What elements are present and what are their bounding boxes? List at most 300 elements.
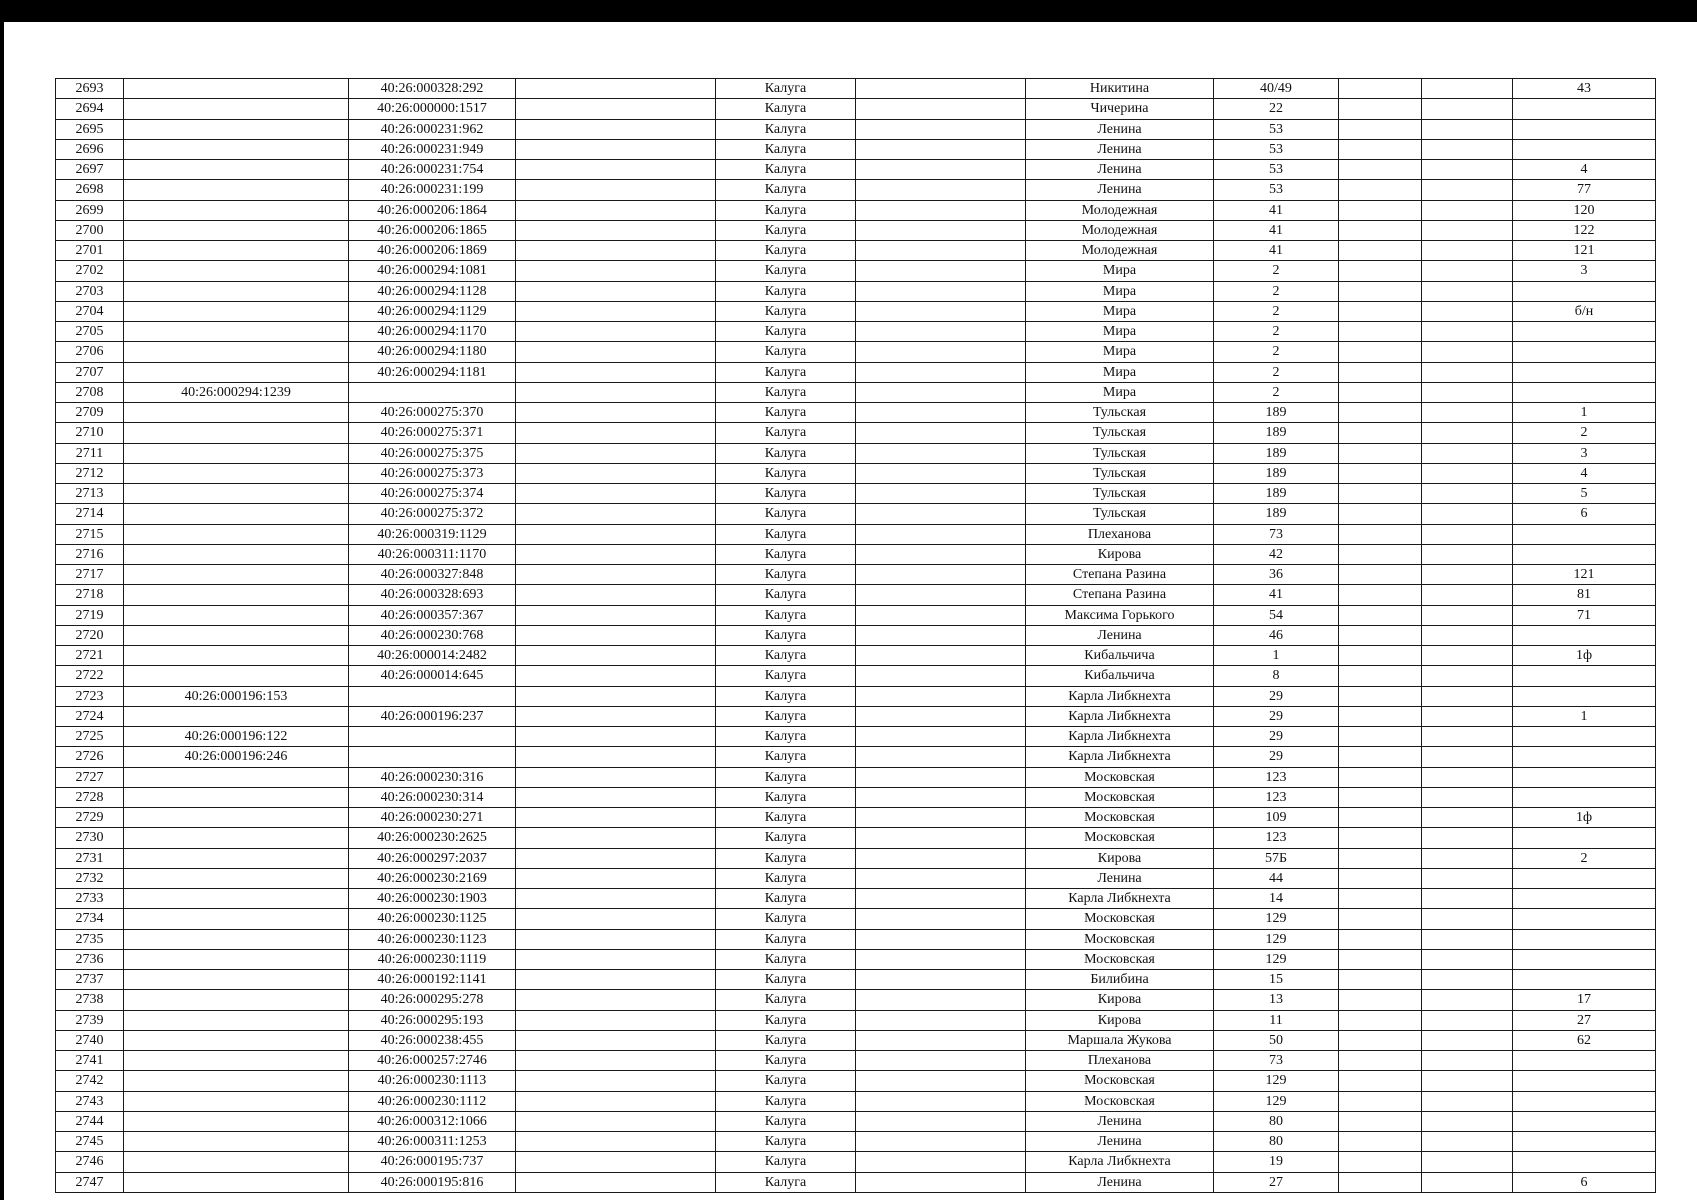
city-cell: Калуга — [716, 342, 856, 362]
city-cell: Калуга — [716, 1152, 856, 1172]
empty-cell-e-cell — [1339, 79, 1422, 99]
unit-number-cell — [1513, 747, 1656, 767]
cadastral-number-cell: 40:26:000294:1181 — [349, 362, 516, 382]
empty-cell-f-cell — [1422, 1091, 1513, 1111]
cadastral-number-parent-cell — [124, 605, 349, 625]
empty-cell-f-cell — [1422, 200, 1513, 220]
unit-number-cell: 81 — [1513, 585, 1656, 605]
empty-cell-e-cell — [1339, 403, 1422, 423]
street-cell: Кирова — [1026, 1010, 1214, 1030]
row-number-cell: 2742 — [56, 1071, 124, 1091]
empty-cell-d-cell — [856, 139, 1026, 159]
empty-cell-e-cell — [1339, 868, 1422, 888]
empty-cell-c-cell — [516, 565, 716, 585]
empty-cell-f-cell — [1422, 524, 1513, 544]
empty-cell-d-cell — [856, 565, 1026, 585]
empty-cell-e-cell — [1339, 929, 1422, 949]
row-number-cell: 2720 — [56, 625, 124, 645]
city-cell: Калуга — [716, 787, 856, 807]
empty-cell-c-cell — [516, 180, 716, 200]
street-cell: Московская — [1026, 1071, 1214, 1091]
empty-cell-d-cell — [856, 423, 1026, 443]
cadastral-number-cell: 40:26:000231:949 — [349, 139, 516, 159]
empty-cell-d-cell — [856, 828, 1026, 848]
house-number-cell: 80 — [1214, 1132, 1339, 1152]
unit-number-cell: 121 — [1513, 565, 1656, 585]
city-cell: Калуга — [716, 1172, 856, 1192]
unit-number-cell: 1ф — [1513, 646, 1656, 666]
cadastral-number-parent-cell — [124, 828, 349, 848]
empty-cell-e-cell — [1339, 909, 1422, 929]
unit-number-cell — [1513, 322, 1656, 342]
city-cell: Калуга — [716, 463, 856, 483]
empty-cell-e-cell — [1339, 119, 1422, 139]
cadastral-number-parent-cell — [124, 504, 349, 524]
cadastral-number-parent-cell — [124, 970, 349, 990]
house-number-cell: 129 — [1214, 949, 1339, 969]
empty-cell-c-cell — [516, 848, 716, 868]
unit-number-cell — [1513, 1051, 1656, 1071]
house-number-cell: 2 — [1214, 261, 1339, 281]
unit-number-cell — [1513, 666, 1656, 686]
street-cell: Тульская — [1026, 403, 1214, 423]
unit-number-cell: 43 — [1513, 79, 1656, 99]
unit-number-cell — [1513, 949, 1656, 969]
empty-cell-f-cell — [1422, 301, 1513, 321]
empty-cell-c-cell — [516, 200, 716, 220]
empty-cell-d-cell — [856, 686, 1026, 706]
row-number-cell: 2714 — [56, 504, 124, 524]
street-cell: Мира — [1026, 301, 1214, 321]
empty-cell-c-cell — [516, 322, 716, 342]
cadastral-number-cell: 40:26:000230:2169 — [349, 868, 516, 888]
empty-cell-c-cell — [516, 139, 716, 159]
cadastral-number-cell: 40:26:000275:374 — [349, 484, 516, 504]
empty-cell-d-cell — [856, 787, 1026, 807]
unit-number-cell — [1513, 1071, 1656, 1091]
empty-cell-f-cell — [1422, 565, 1513, 585]
city-cell: Калуга — [716, 281, 856, 301]
empty-cell-e-cell — [1339, 666, 1422, 686]
city-cell: Калуга — [716, 139, 856, 159]
house-number-cell: 2 — [1214, 342, 1339, 362]
empty-cell-d-cell — [856, 1051, 1026, 1071]
unit-number-cell — [1513, 787, 1656, 807]
cadastral-number-cell — [349, 382, 516, 402]
house-number-cell: 53 — [1214, 160, 1339, 180]
street-cell: Степана Разина — [1026, 565, 1214, 585]
street-cell: Мира — [1026, 261, 1214, 281]
empty-cell-c-cell — [516, 787, 716, 807]
empty-cell-d-cell — [856, 625, 1026, 645]
street-cell: Билибина — [1026, 970, 1214, 990]
empty-cell-c-cell — [516, 403, 716, 423]
cadastral-number-parent-cell — [124, 1051, 349, 1071]
cadastral-number-parent-cell — [124, 625, 349, 645]
cadastral-number-parent-cell — [124, 1172, 349, 1192]
house-number-cell: 2 — [1214, 322, 1339, 342]
cadastral-number-cell: 40:26:000230:768 — [349, 625, 516, 645]
row-number-cell: 2745 — [56, 1132, 124, 1152]
row-number-cell: 2694 — [56, 99, 124, 119]
empty-cell-e-cell — [1339, 1172, 1422, 1192]
scan-left-border — [0, 22, 4, 1200]
empty-cell-d-cell — [856, 200, 1026, 220]
empty-cell-e-cell — [1339, 1091, 1422, 1111]
empty-cell-c-cell — [516, 1091, 716, 1111]
table-row — [56, 585, 1656, 605]
house-number-cell: 44 — [1214, 868, 1339, 888]
street-cell: Чичерина — [1026, 99, 1214, 119]
street-cell: Кибальчича — [1026, 666, 1214, 686]
table-row — [56, 1010, 1656, 1030]
cadastral-number-cell — [349, 727, 516, 747]
cadastral-number-cell: 40:26:000206:1865 — [349, 220, 516, 240]
street-cell: Мира — [1026, 281, 1214, 301]
empty-cell-e-cell — [1339, 342, 1422, 362]
street-cell: Плеханова — [1026, 524, 1214, 544]
unit-number-cell — [1513, 767, 1656, 787]
empty-cell-d-cell — [856, 848, 1026, 868]
cadastral-number-parent-cell — [124, 463, 349, 483]
street-cell: Ленина — [1026, 139, 1214, 159]
street-cell: Мира — [1026, 382, 1214, 402]
table-row — [56, 646, 1656, 666]
cadastral-number-parent-cell — [124, 1152, 349, 1172]
row-number-cell: 2731 — [56, 848, 124, 868]
cadastral-number-parent-cell — [124, 443, 349, 463]
empty-cell-c-cell — [516, 1051, 716, 1071]
cadastral-number-parent-cell — [124, 990, 349, 1010]
cadastral-number-cell: 40:26:000014:645 — [349, 666, 516, 686]
house-number-cell: 53 — [1214, 180, 1339, 200]
empty-cell-d-cell — [856, 463, 1026, 483]
house-number-cell: 57Б — [1214, 848, 1339, 868]
empty-cell-e-cell — [1339, 544, 1422, 564]
cadastral-number-cell: 40:26:000257:2746 — [349, 1051, 516, 1071]
cadastral-number-parent-cell — [124, 200, 349, 220]
unit-number-cell: 62 — [1513, 1030, 1656, 1050]
empty-cell-e-cell — [1339, 322, 1422, 342]
house-number-cell: 2 — [1214, 281, 1339, 301]
house-number-cell: 36 — [1214, 565, 1339, 585]
empty-cell-f-cell — [1422, 403, 1513, 423]
empty-cell-d-cell — [856, 99, 1026, 119]
cadastral-number-parent-cell — [124, 1132, 349, 1152]
empty-cell-e-cell — [1339, 1111, 1422, 1131]
city-cell: Калуга — [716, 99, 856, 119]
table-row — [56, 463, 1656, 483]
empty-cell-d-cell — [856, 524, 1026, 544]
empty-cell-d-cell — [856, 585, 1026, 605]
scan-top-border — [0, 0, 1697, 22]
city-cell: Калуга — [716, 544, 856, 564]
empty-cell-c-cell — [516, 463, 716, 483]
empty-cell-e-cell — [1339, 180, 1422, 200]
street-cell: Мира — [1026, 322, 1214, 342]
house-number-cell: 14 — [1214, 889, 1339, 909]
empty-cell-d-cell — [856, 382, 1026, 402]
house-number-cell: 54 — [1214, 605, 1339, 625]
empty-cell-d-cell — [856, 484, 1026, 504]
empty-cell-e-cell — [1339, 504, 1422, 524]
empty-cell-e-cell — [1339, 767, 1422, 787]
city-cell: Калуга — [716, 666, 856, 686]
city-cell: Калуга — [716, 868, 856, 888]
empty-cell-e-cell — [1339, 1030, 1422, 1050]
cadastral-number-parent-cell — [124, 79, 349, 99]
empty-cell-e-cell — [1339, 99, 1422, 119]
empty-cell-f-cell — [1422, 747, 1513, 767]
empty-cell-d-cell — [856, 119, 1026, 139]
house-number-cell: 2 — [1214, 301, 1339, 321]
cadastral-number-cell: 40:26:000192:1141 — [349, 970, 516, 990]
house-number-cell: 41 — [1214, 200, 1339, 220]
empty-cell-c-cell — [516, 808, 716, 828]
cadastral-number-cell: 40:26:000294:1180 — [349, 342, 516, 362]
empty-cell-c-cell — [516, 1111, 716, 1131]
city-cell: Калуга — [716, 1051, 856, 1071]
row-number-cell: 2728 — [56, 787, 124, 807]
cadastral-number-parent-cell — [124, 868, 349, 888]
row-number-cell: 2723 — [56, 686, 124, 706]
table-row — [56, 929, 1656, 949]
row-number-cell: 2747 — [56, 1172, 124, 1192]
cadastral-number-cell: 40:26:000230:1125 — [349, 909, 516, 929]
cadastral-number-cell: 40:26:000231:754 — [349, 160, 516, 180]
row-number-cell: 2705 — [56, 322, 124, 342]
empty-cell-e-cell — [1339, 787, 1422, 807]
house-number-cell: 15 — [1214, 970, 1339, 990]
row-number-cell: 2737 — [56, 970, 124, 990]
city-cell: Калуга — [716, 484, 856, 504]
street-cell: Тульская — [1026, 504, 1214, 524]
empty-cell-d-cell — [856, 504, 1026, 524]
empty-cell-c-cell — [516, 261, 716, 281]
table-row — [56, 625, 1656, 645]
empty-cell-f-cell — [1422, 1111, 1513, 1131]
street-cell: Ленина — [1026, 868, 1214, 888]
row-number-cell: 2744 — [56, 1111, 124, 1131]
street-cell: Московская — [1026, 949, 1214, 969]
empty-cell-f-cell — [1422, 1051, 1513, 1071]
empty-cell-e-cell — [1339, 160, 1422, 180]
house-number-cell: 29 — [1214, 686, 1339, 706]
row-number-cell: 2708 — [56, 382, 124, 402]
street-cell: Молодежная — [1026, 200, 1214, 220]
street-cell: Ленина — [1026, 119, 1214, 139]
table-row — [56, 990, 1656, 1010]
empty-cell-f-cell — [1422, 585, 1513, 605]
row-number-cell: 2740 — [56, 1030, 124, 1050]
house-number-cell: 27 — [1214, 1172, 1339, 1192]
empty-cell-e-cell — [1339, 200, 1422, 220]
unit-number-cell — [1513, 889, 1656, 909]
empty-cell-c-cell — [516, 1132, 716, 1152]
city-cell: Калуга — [716, 423, 856, 443]
unit-number-cell: 6 — [1513, 504, 1656, 524]
cadastral-number-cell: 40:26:000275:371 — [349, 423, 516, 443]
empty-cell-c-cell — [516, 828, 716, 848]
empty-cell-d-cell — [856, 403, 1026, 423]
unit-number-cell: 71 — [1513, 605, 1656, 625]
unit-number-cell — [1513, 1091, 1656, 1111]
empty-cell-f-cell — [1422, 342, 1513, 362]
empty-cell-f-cell — [1422, 220, 1513, 240]
cadastral-number-parent-cell — [124, 139, 349, 159]
empty-cell-f-cell — [1422, 929, 1513, 949]
table-row — [56, 889, 1656, 909]
house-number-cell: 50 — [1214, 1030, 1339, 1050]
city-cell: Калуга — [716, 119, 856, 139]
empty-cell-e-cell — [1339, 281, 1422, 301]
unit-number-cell: 2 — [1513, 848, 1656, 868]
row-number-cell: 2741 — [56, 1051, 124, 1071]
row-number-cell: 2734 — [56, 909, 124, 929]
empty-cell-e-cell — [1339, 747, 1422, 767]
empty-cell-e-cell — [1339, 686, 1422, 706]
empty-cell-f-cell — [1422, 99, 1513, 119]
house-number-cell: 2 — [1214, 382, 1339, 402]
cadastral-number-cell: 40:26:000311:1253 — [349, 1132, 516, 1152]
city-cell: Калуга — [716, 808, 856, 828]
empty-cell-c-cell — [516, 1071, 716, 1091]
empty-cell-d-cell — [856, 362, 1026, 382]
table-row — [56, 1091, 1656, 1111]
cadastral-number-cell: 40:26:000295:278 — [349, 990, 516, 1010]
unit-number-cell — [1513, 382, 1656, 402]
row-number-cell: 2702 — [56, 261, 124, 281]
cadastral-number-cell: 40:26:000312:1066 — [349, 1111, 516, 1131]
cadastral-number-parent-cell — [124, 1010, 349, 1030]
empty-cell-c-cell — [516, 747, 716, 767]
house-number-cell: 42 — [1214, 544, 1339, 564]
empty-cell-c-cell — [516, 605, 716, 625]
cadastral-number-parent-cell — [124, 301, 349, 321]
empty-cell-d-cell — [856, 1091, 1026, 1111]
cadastral-number-cell: 40:26:000294:1170 — [349, 322, 516, 342]
house-number-cell: 29 — [1214, 706, 1339, 726]
empty-cell-d-cell — [856, 220, 1026, 240]
cadastral-number-parent-cell — [124, 1091, 349, 1111]
city-cell: Калуга — [716, 990, 856, 1010]
cadastral-number-parent-cell — [124, 666, 349, 686]
empty-cell-d-cell — [856, 261, 1026, 281]
table-row — [56, 99, 1656, 119]
empty-cell-f-cell — [1422, 889, 1513, 909]
empty-cell-c-cell — [516, 160, 716, 180]
empty-cell-d-cell — [856, 970, 1026, 990]
empty-cell-f-cell — [1422, 767, 1513, 787]
cadastral-number-parent-cell — [124, 565, 349, 585]
empty-cell-c-cell — [516, 970, 716, 990]
city-cell: Калуга — [716, 949, 856, 969]
cadastral-number-cell: 40:26:000230:1112 — [349, 1091, 516, 1111]
table-row — [56, 1172, 1656, 1192]
empty-cell-d-cell — [856, 241, 1026, 261]
row-number-cell: 2733 — [56, 889, 124, 909]
cadastral-number-cell: 40:26:000206:1869 — [349, 241, 516, 261]
row-number-cell: 2717 — [56, 565, 124, 585]
cadastral-number-parent-cell — [124, 362, 349, 382]
cadastral-number-cell: 40:26:000230:314 — [349, 787, 516, 807]
cadastral-number-cell: 40:26:000195:816 — [349, 1172, 516, 1192]
table-row — [56, 909, 1656, 929]
street-cell: Московская — [1026, 787, 1214, 807]
table-row — [56, 443, 1656, 463]
empty-cell-f-cell — [1422, 848, 1513, 868]
empty-cell-c-cell — [516, 625, 716, 645]
table-row — [56, 1051, 1656, 1071]
table-row — [56, 767, 1656, 787]
table-row — [56, 706, 1656, 726]
empty-cell-c-cell — [516, 342, 716, 362]
table-row — [56, 666, 1656, 686]
cadastral-number-parent-cell — [124, 241, 349, 261]
unit-number-cell — [1513, 362, 1656, 382]
cadastral-number-cell: 40:26:000000:1517 — [349, 99, 516, 119]
row-number-cell: 2729 — [56, 808, 124, 828]
row-number-cell: 2710 — [56, 423, 124, 443]
cadastral-number-parent-cell — [124, 1071, 349, 1091]
empty-cell-d-cell — [856, 929, 1026, 949]
empty-cell-f-cell — [1422, 909, 1513, 929]
unit-number-cell: 27 — [1513, 1010, 1656, 1030]
row-number-cell: 2712 — [56, 463, 124, 483]
empty-cell-d-cell — [856, 868, 1026, 888]
empty-cell-e-cell — [1339, 706, 1422, 726]
house-number-cell: 73 — [1214, 524, 1339, 544]
street-cell: Московская — [1026, 929, 1214, 949]
empty-cell-c-cell — [516, 666, 716, 686]
empty-cell-c-cell — [516, 646, 716, 666]
empty-cell-f-cell — [1422, 605, 1513, 625]
house-number-cell: 13 — [1214, 990, 1339, 1010]
empty-cell-f-cell — [1422, 382, 1513, 402]
city-cell: Калуга — [716, 504, 856, 524]
row-number-cell: 2699 — [56, 200, 124, 220]
street-cell: Ленина — [1026, 1111, 1214, 1131]
cadastral-number-cell: 40:26:000230:316 — [349, 767, 516, 787]
unit-number-cell: 17 — [1513, 990, 1656, 1010]
street-cell: Кирова — [1026, 544, 1214, 564]
table-row — [56, 382, 1656, 402]
cadastral-number-parent-cell — [124, 787, 349, 807]
table-row — [56, 605, 1656, 625]
cadastral-number-cell: 40:26:000311:1170 — [349, 544, 516, 564]
house-number-cell: 73 — [1214, 1051, 1339, 1071]
empty-cell-f-cell — [1422, 180, 1513, 200]
table-row — [56, 747, 1656, 767]
table-row — [56, 868, 1656, 888]
city-cell: Калуга — [716, 261, 856, 281]
table-row — [56, 1111, 1656, 1131]
cadastral-number-parent-cell — [124, 767, 349, 787]
empty-cell-f-cell — [1422, 119, 1513, 139]
city-cell: Калуга — [716, 322, 856, 342]
cadastral-number-cell: 40:26:000319:1129 — [349, 524, 516, 544]
street-cell: Московская — [1026, 828, 1214, 848]
street-cell: Тульская — [1026, 443, 1214, 463]
table-row — [56, 828, 1656, 848]
empty-cell-d-cell — [856, 909, 1026, 929]
empty-cell-f-cell — [1422, 787, 1513, 807]
table-row — [56, 261, 1656, 281]
cadastral-number-cell: 40:26:000275:373 — [349, 463, 516, 483]
street-cell: Ленина — [1026, 160, 1214, 180]
unit-number-cell — [1513, 868, 1656, 888]
empty-cell-e-cell — [1339, 585, 1422, 605]
